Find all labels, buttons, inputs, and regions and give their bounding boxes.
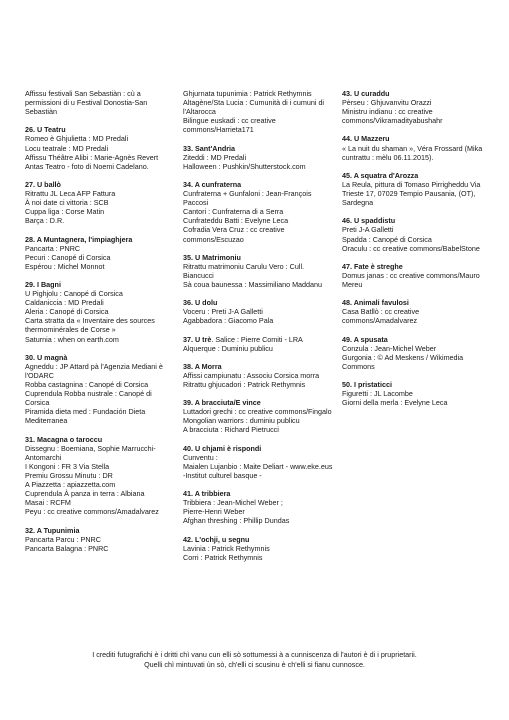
credit-line: Ritrattu ghjucadori : Patrick Rethymnis	[183, 380, 306, 389]
section-heading	[25, 235, 175, 244]
credit-line: Caldaniccia : MD Predali	[25, 298, 104, 308]
credit-line: Voceru : Preti J-A Galletti	[183, 307, 263, 317]
credit-section	[183, 298, 333, 325]
credit-line: Robba castagnina : Canopé di Corsica	[25, 380, 149, 389]
credit-section	[183, 535, 333, 562]
credit-section	[25, 353, 175, 426]
section-title: 38. A Morra	[183, 361, 222, 371]
credit-section	[342, 216, 494, 252]
credit-line: Cantori : Cunfraterna di a Serra	[183, 207, 284, 217]
section-title: 39. A bracciuta/E vince	[183, 398, 261, 408]
credit-line: Antas Teatro - foto di Noemi Cadelano.	[25, 161, 149, 171]
section-heading	[183, 144, 333, 153]
credit-section	[183, 253, 333, 289]
credit-section	[183, 398, 333, 434]
section-title: 28. A Muntagnera, l'impiaghjera	[25, 234, 133, 244]
credit-section	[183, 444, 333, 480]
credit-line: Tribbiera : Jean-Michel Weber ;	[183, 498, 283, 508]
section-title: 32. A Tupunimia	[25, 525, 80, 535]
section-title: 46. U spaddistu	[342, 216, 396, 226]
section-heading	[183, 335, 333, 344]
credit-section	[342, 298, 494, 325]
credit-line: Cuprendula Robba nustrale : Canopé di Corsica	[25, 389, 152, 408]
credit-line: Aleria : Canopé di Corsica	[25, 307, 109, 317]
credit-section	[25, 125, 175, 170]
section-heading	[25, 180, 175, 189]
credit-line: Peyu : cc creative commons/Amadalvarez	[25, 507, 159, 517]
section-title: 50. I pristaticci	[342, 380, 392, 389]
section-title: 42. L'ochji, u segnu	[183, 534, 250, 544]
credit-line: Sà coua baunessa : Massimiliano Maddanu	[183, 279, 323, 289]
credit-section	[342, 380, 494, 407]
credit-line: Cunfraterna + Gunfaloni : Jean-François Paccosi	[183, 189, 312, 208]
section-title: 31. Macagna o taroccu	[25, 434, 103, 444]
credit-line: Preti J-A Galletti	[342, 225, 394, 235]
credit-line: Figuretti : JL Lacombe	[342, 389, 413, 399]
credit-line: Ministru indianu : cc creative commons/Vikramadityabushahr	[342, 107, 443, 126]
credit-line: Luttadori grechi : cc creative commons/Fingalo	[183, 407, 332, 417]
credit-line: Maialen Lujanbio : Maite Deliart - www.eke.eus -Institut culturel basque -	[183, 461, 333, 480]
credit-line: Ziteddi : MD Predali	[183, 152, 247, 162]
credit-line: Pancarta Balagna : PNRC	[25, 543, 109, 553]
credit-line: Afghan threshing : Phillip Dundas	[183, 516, 290, 526]
credit-section	[25, 526, 175, 553]
credit-section	[25, 280, 175, 344]
section-heading	[183, 535, 333, 544]
section-title: 48. Animali favulosi	[342, 298, 409, 308]
credit-line: Ghjurnata tupunimia : Patrick Rethymnis	[183, 89, 312, 98]
section-heading	[25, 280, 175, 289]
credit-line: « La nuit du shaman », Véra Frossard (Mika cuntrattu : mèlu 06.11.2015).	[342, 143, 483, 162]
section-title: 36. U dolu	[183, 298, 218, 308]
section-heading	[183, 444, 333, 453]
credit-line: Ritrattu JL Leca AFP Fattura	[25, 189, 116, 199]
section-title: 45. A squatra d'Arozza	[342, 170, 419, 180]
credit-section	[183, 180, 333, 244]
credit-section	[183, 144, 333, 171]
credit-section	[342, 262, 494, 289]
credit-section	[25, 180, 175, 225]
credit-line: Cuppa liga : Corse Matin	[25, 207, 105, 217]
credit-line: Cuprendula À panza in terra : Albiana	[25, 489, 145, 499]
section-heading	[342, 298, 494, 307]
section-heading	[183, 180, 333, 189]
credit-line: Agneddu : JP Attard pà l'Agenzia Mediani è l'ODARC	[25, 361, 163, 380]
credit-line: Romeo è Ghjulietta : MD Predali	[25, 134, 129, 144]
credit-line: A Piazzetta : apiazzetta.com	[25, 480, 116, 490]
credit-line: Oraculu : cc creative commons/BabelStone	[342, 243, 480, 253]
section-heading	[183, 398, 333, 407]
credit-line: La Reula, pittura di Tomaso Pirrigheddu Via Trieste 17, 07029 Tempio Pausania, (OT), Sardegna	[342, 179, 481, 208]
credit-line: A bracciuta : Richard Pietrucci	[183, 425, 279, 435]
footer-note	[0, 650, 509, 670]
credit-line: Bilingue euskadi : cc creative commons/Harrieta171	[183, 116, 276, 135]
section-title: 26. U Teatru	[25, 125, 66, 135]
credit-line: Gurgonia : © Ad Meskens / Wikimedia Commons	[342, 352, 464, 371]
credit-line: Cunventu :	[183, 452, 218, 462]
credit-line: Locu teatrale : MD Predali	[25, 143, 109, 153]
credit-line: Agabbadora : Giacomo Pala	[183, 316, 274, 326]
section-heading	[183, 489, 333, 498]
credit-section	[183, 335, 333, 353]
footer-line-2: Quelli chì mintuvati ùn sò, ch'elli ci scusinu è ch'elli si fianu cunnosce.	[144, 660, 365, 669]
section-heading	[25, 435, 175, 444]
section-heading	[342, 262, 494, 271]
credit-section	[342, 89, 494, 125]
credit-line: Halloween : Pushkin/Shutterstock.com	[183, 161, 306, 171]
credits-column-1	[25, 89, 175, 553]
section-title: 37. U trè	[183, 334, 212, 344]
credit-line: Affissi campiunatu : Associu Corsica morra	[183, 370, 320, 380]
section-heading	[183, 362, 333, 371]
credit-line: Pecuri : Canopé di Corsica	[25, 252, 111, 262]
section-heading	[342, 134, 494, 143]
section-title: 44. U Mazzeru	[342, 134, 390, 144]
section-heading	[342, 380, 494, 389]
footer-line-1: I crediti futugrafichi è i dritti chì vanu cun elli sò sottumessi à a cunniscenza di l'autori è di i pruprietarii.	[92, 650, 417, 659]
section-title: 34. A cunfraterna	[183, 179, 242, 189]
credit-line: Piramida dieta med : Fundación Dieta Mediterranea	[25, 407, 146, 426]
section-title: 47. Fate è streghe	[342, 261, 403, 271]
section-title: 29. I Bagni	[25, 279, 61, 289]
section-heading	[342, 89, 494, 98]
credit-section	[25, 435, 175, 517]
section-heading	[25, 125, 175, 134]
credit-line: Domus janas : cc creative commons/Mauro Mereu	[342, 270, 480, 289]
section-heading	[342, 335, 494, 344]
credit-line: Giorni della merla : Evelyne Leca	[342, 398, 448, 408]
credit-line: Casa Batllò : cc creative commons/Amadalvarez	[342, 307, 420, 326]
credits-column-2	[183, 89, 333, 562]
section-heading	[183, 253, 333, 262]
credit-line: Barça : D.R.	[25, 216, 65, 226]
credit-line: Dissegnu : Boemiana, Sophie Marrucchi-Antomarchi	[25, 443, 156, 462]
credit-line: Premiu Grossu Minutu : DR	[25, 470, 113, 480]
credit-line: À noi date ci vittoria : SCB	[25, 198, 109, 208]
credit-line: U Pighjolu : Canopé di Corsica	[25, 289, 123, 299]
credit-section	[342, 171, 494, 207]
credit-line: Espérou : Michel Monnot	[25, 261, 105, 271]
credit-section	[183, 89, 333, 134]
credit-line: Pancarta : PNRC	[25, 243, 81, 253]
section-title: 49. A spusata	[342, 334, 388, 344]
credits-column-3	[342, 89, 494, 407]
credit-line: Saturnia : when on earth.com	[25, 334, 119, 344]
section-heading	[342, 171, 494, 180]
credit-line: Pancarta Parcu : PNRC	[25, 534, 101, 544]
credit-line: Conzula : Jean-Michel Weber	[342, 343, 437, 353]
credit-line: Spadda : Canopé di Corsica	[342, 234, 432, 244]
credit-line: I Kongoni : FR 3 Via Stella	[25, 461, 110, 471]
credit-line: Lavinia : Patrick Rethymnis	[183, 543, 270, 553]
credit-line: Cofradia Vera Cruz : cc creative commons/Escuzao	[183, 225, 285, 244]
credit-line: Carta stratta da « Inventaire des sources thermominérales de Corse »	[25, 316, 155, 335]
section-heading-inline-credit: . Salice : Pierre Comiti - LRA	[211, 334, 303, 344]
credit-line: Alquerque : Duminiu publicu	[183, 343, 273, 353]
credit-section	[25, 89, 175, 116]
section-title: 41. A tribbiera	[183, 489, 231, 499]
section-heading	[342, 216, 494, 225]
credit-line: Ritrattu matrimoniu Carulu Vero : Cull. Biancucci	[183, 261, 305, 280]
section-title: 30. U magnà	[25, 352, 68, 362]
credit-section	[183, 362, 333, 389]
section-heading	[25, 526, 175, 535]
credit-line: Masai : RCFM	[25, 498, 71, 508]
section-title: 27. U ballò	[25, 179, 61, 189]
credit-line: Mongolian warriors : duminiu publicu	[183, 416, 300, 426]
credit-line: Affissu Théâtre Alibi : Marie-Agnès Revert	[25, 152, 159, 162]
section-title: 43. U curaddu	[342, 89, 390, 98]
credit-line: Pierre-Henri Weber	[183, 507, 245, 517]
section-heading	[25, 353, 175, 362]
credit-section	[183, 489, 333, 525]
credit-section	[342, 335, 494, 371]
section-title: 35. U Matrimoniu	[183, 252, 241, 262]
credit-line: Affissu festivali San Sebastiàn : cù a permissioni di u Festival Donostia-San Sebastiàn	[25, 89, 148, 117]
credit-section	[342, 134, 494, 161]
credit-line: Corri : Patrick Rethymnis	[183, 552, 263, 562]
section-title: 40. U chjami è rispondi	[183, 443, 262, 453]
credit-line: Cunfrateddu Batti : Evelyne Leca	[183, 216, 289, 226]
section-heading	[183, 298, 333, 307]
credit-section	[25, 235, 175, 271]
credit-line: Pèrseu : Ghjuvanvitu Orazzi	[342, 98, 432, 108]
section-title: 33. Sant'Andria	[183, 143, 236, 153]
credit-line: Altagène/Sta Lucia : Cumunità di i cumuni di l'Altarocca	[183, 98, 325, 117]
